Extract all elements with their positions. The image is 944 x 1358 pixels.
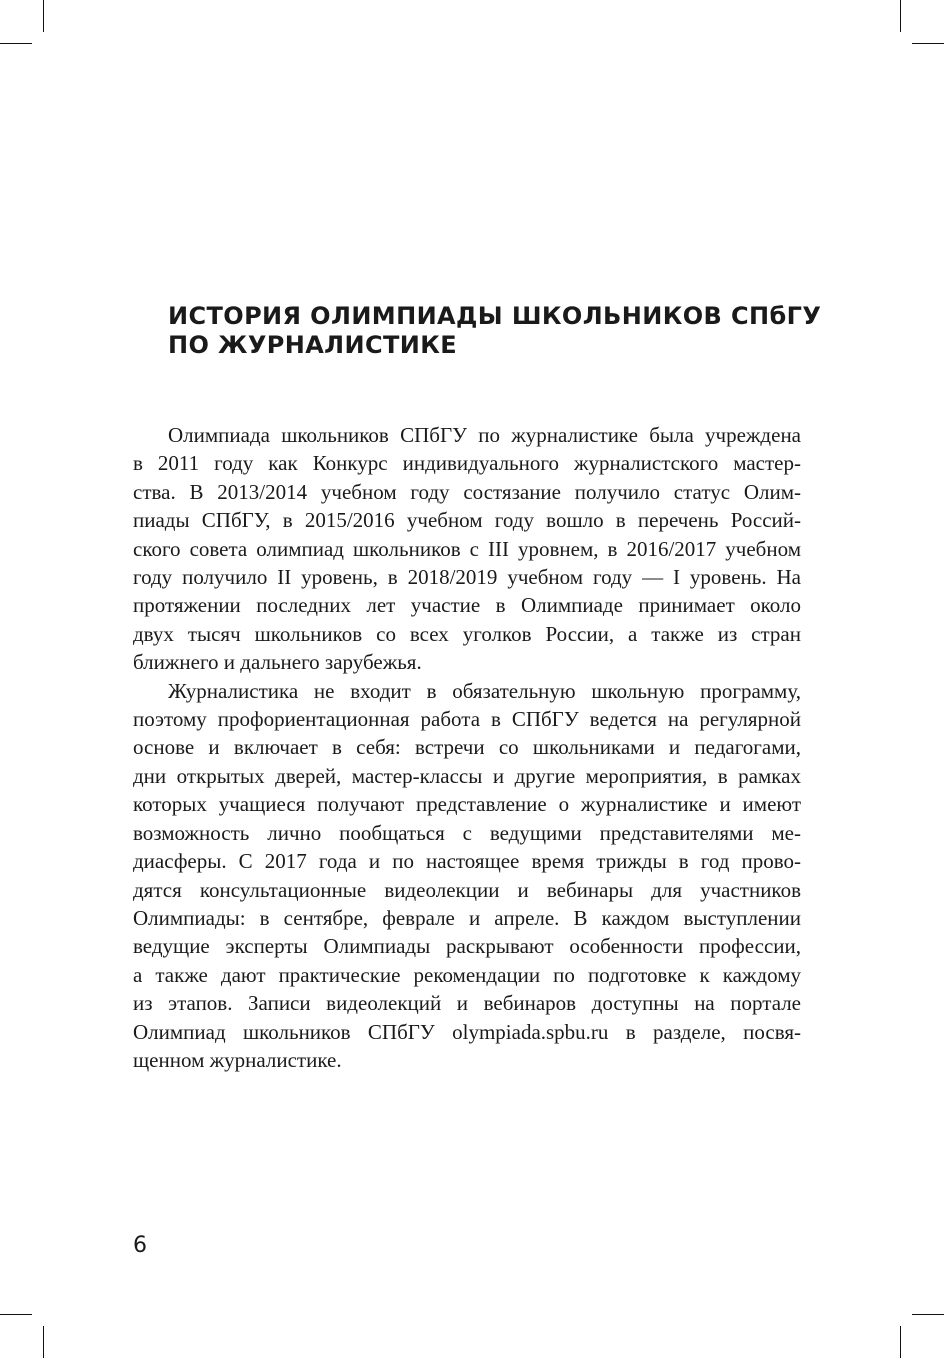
chapter-title (168, 302, 848, 360)
paragraph-2 (133, 677, 801, 1075)
crop-mark-top-right-vertical (900, 0, 901, 32)
text-line: щенном журналистике. (133, 1047, 342, 1072)
crop-mark-top-left-vertical (43, 0, 44, 32)
text-line: ского совета олимпиад школьников с III уровнем, в 2016/2017 учебном (133, 536, 801, 561)
page-number: 6 (133, 1233, 147, 1258)
text-line: году получило II уровень, в 2018/2019 учебном году — I уровень. На (133, 565, 801, 590)
chapter-title-line-1: ИСТОРИЯ ОЛИМПИАДЫ ШКОЛЬНИКОВ СПбГУ (168, 302, 822, 330)
text-line: двух тысяч школьников со всех уголков России, а также из стран (133, 621, 801, 646)
text-line: диасферы. С 2017 года и по настоящее время трижды в год прово- (133, 849, 801, 874)
text-line: которых учащиеся получают представление о журналистике и имеют (133, 792, 801, 817)
text-line: дятся консультационные видеолекции и вебинары для участников (133, 877, 801, 902)
text-line: возможность лично пообщаться с ведущими представителями ме- (133, 820, 801, 845)
text-line: протяжении последних лет участие в Олимпиаде принимает около (133, 593, 801, 618)
body-text (133, 421, 801, 1074)
paragraph-1 (133, 421, 801, 677)
text-line: ства. В 2013/2014 учебном году состязание получило статус Олим- (133, 479, 801, 504)
crop-mark-bottom-left-vertical (43, 1326, 44, 1358)
crop-mark-top-left-horizontal (0, 43, 32, 44)
chapter-title-line-2: ПО ЖУРНАЛИСТИКЕ (168, 331, 458, 359)
text-line: Олимпиады: в сентябре, феврале и апреле. В каждом выступлении (133, 905, 801, 930)
text-line: а также дают практические рекомендации по подготовке к каждому (133, 962, 801, 987)
text-line: в 2011 году как Конкурс индивидуального журналистского мастер- (133, 451, 801, 476)
text-line: Олимпиад школьников СПбГУ olympiada.spbu.ru в разделе, посвя- (133, 1019, 801, 1044)
text-line: Журналистика не входит в обязательную школьную программу, (168, 678, 801, 703)
crop-mark-bottom-right-vertical (900, 1326, 901, 1358)
text-line: ближнего и дальнего зарубежья. (133, 650, 422, 675)
text-line: пиады СПбГУ, в 2015/2016 учебном году вошло в перечень Россий- (133, 508, 801, 533)
crop-mark-top-right-horizontal (912, 43, 944, 44)
text-line: ведущие эксперты Олимпиады раскрывают особенности профессии, (133, 934, 801, 959)
text-line: основе и включает в себя: встречи со школьниками и педагогами, (133, 735, 801, 760)
crop-mark-bottom-right-horizontal (912, 1314, 944, 1315)
crop-mark-bottom-left-horizontal (0, 1314, 32, 1315)
text-line: из этапов. Записи видеолекций и вебинаров доступны на портале (133, 991, 801, 1016)
text-line: поэтому профориентационная работа в СПбГУ ведется на регулярной (133, 707, 801, 732)
text-line: Олимпиада школьников СПбГУ по журналистике была учреждена (168, 423, 801, 447)
text-line: дни открытых дверей, мастер-классы и другие мероприятия, в рамках (133, 763, 801, 788)
